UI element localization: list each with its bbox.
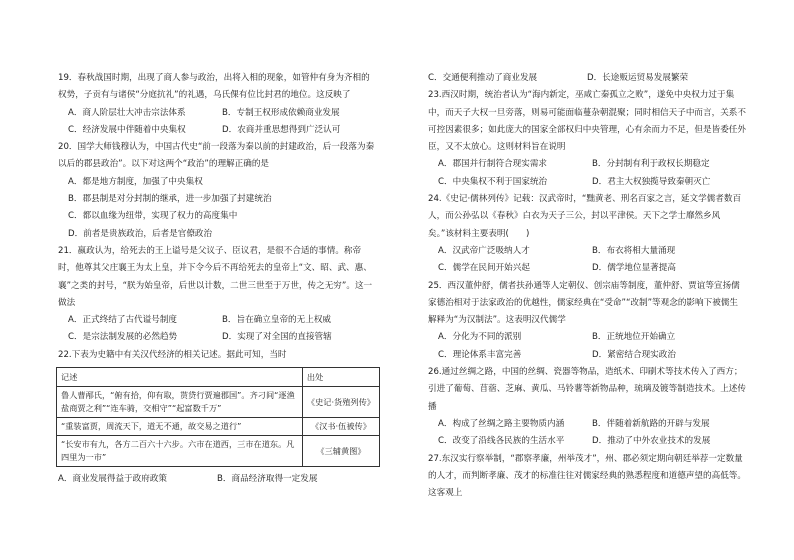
option-c: C．儒学在民间开始兴起: [438, 263, 530, 274]
option-a: A．构成了丝绸之路主要物质内涵: [438, 418, 565, 429]
question-23-options: [428, 156, 746, 191]
option-b: B．旨在确立皇帝的无上权威: [222, 315, 332, 326]
record-line: 鲁人曹邴氏，“俯有拾，仰有取，贳贷行贾遍郡国”。齐刁间“逐渔: [61, 390, 295, 401]
option-b: B．伴随着新航路的开辟与发展: [592, 418, 710, 429]
question-24-stem: 24.《史记·儒林列传》记载：汉武帝时，“黜黄老、刑名百家之言，延文学儒者数百人，而公孙弘以《春秋》白衣为天子三公，封以平津侯。天下之学士靡然乡风矣。”该材料主要表明( ): [428, 194, 742, 239]
table-row: [57, 436, 380, 467]
option-d: D．长途贩运贸易发展繁荣: [587, 73, 689, 83]
right-column: [428, 70, 746, 502]
record-line: “长安市有九，各方二百六十六步。六市在道西，三市在道东。凡: [61, 439, 295, 450]
option-a: A．都是地方制度，加强了中央集权: [68, 176, 203, 187]
option-d: D．实现了对全国的直接管辖: [222, 332, 332, 343]
option-d: D．农商并重思想得到广泛认可: [222, 124, 341, 135]
question-25-options: [428, 329, 746, 364]
question-21-options: [58, 312, 376, 347]
table-cell-source: 《三辅黄图》: [302, 436, 379, 467]
record-line: 盐商贾之利”“连车骑，交相守”“起富数千万”: [61, 403, 222, 414]
source-table: [56, 367, 380, 467]
option-b: B．专制王权形成依赖商业发展: [222, 107, 340, 118]
option-b: B．分封制有利于政权长期稳定: [592, 159, 710, 170]
option-d: D．前者是贵族政治，后者是官僚政治: [68, 228, 213, 239]
option-a: A．分化为不同的派别: [438, 332, 522, 343]
table-cell-record: [57, 436, 303, 467]
option-a: A．商人阶层壮大冲击宗法体系: [68, 107, 186, 118]
option-d: D．君主大权独揽导致秦朝灭亡: [592, 176, 711, 187]
table-cell-source: 《史记·货殖列传》: [302, 387, 379, 418]
option-c: C．是宗法制发展的必然趋势: [68, 332, 178, 343]
question-20-stem: 20．国学大师钱穆认为，中国古代史“前一段落为秦以前的封建政治，后一段落为秦以后的郡县政治”。以下对这两个“政治”的理解正确的是: [58, 142, 375, 170]
option-c: C．改变了沿线各民族的生活水平: [438, 436, 565, 447]
option-d: D．紧密结合现实政治: [592, 349, 676, 360]
question-26-options: [428, 416, 746, 451]
table-cell-record: [57, 387, 303, 418]
option-a: A．汉武帝广泛吸纳人才: [438, 245, 530, 256]
option-c: C．理论体系丰富完善: [438, 349, 522, 360]
option-d: D．儒学地位显著提高: [592, 263, 676, 274]
option-c: C．中央集权不利于国家统治: [438, 176, 548, 187]
table-cell-source: 《汉书·伍被传》: [302, 418, 379, 436]
question-22-stem: 22.下表为史籍中有关汉代经济的相关记述。据此可知，当时: [58, 349, 287, 360]
question-19-options: [58, 105, 376, 140]
option-b: B．正统地位开始确立: [592, 332, 676, 343]
question-21-stem: 21．嬴政认为，给死去的王上谥号是父议子、臣议君，是很不合适的事情。称帝时，他尊其父庄襄王为太上皇，并下令今后不再给死去的皇帝上“文、昭、武、惠、襄”之类的封号，“朕为始皇帝，后世以计数，二世三世至于万世，传之无穷”。这一做法: [58, 245, 373, 308]
option-b: B．布衣将相大量涌现: [592, 245, 676, 256]
option-c: C．都以血缘为纽带，实现了权力的高度集中: [68, 211, 238, 222]
table-header-record: 记述: [57, 368, 303, 387]
option-a: A．商业发展得益于政府政策: [58, 474, 168, 485]
question-22-options: [58, 471, 376, 488]
option-a: A．正式终结了古代谥号制度: [68, 315, 178, 326]
option-c: C．交通便利推动了商业发展: [428, 73, 538, 83]
question-22-options-cont: [428, 70, 746, 87]
option-b: B．商品经济取得一定发展: [217, 474, 318, 485]
question-26-stem: 26.通过丝绸之路，中国的丝绸、瓷器等物品，造纸术、印刷术等技术传入了西方；引进了葡萄、苜蓿、芝麻、黄瓜、马铃薯等新物品种，琉璃及镀等制造技术。上述传播: [428, 367, 746, 412]
question-19-stem: 19．春秋战国时期，出现了商人参与政治，出将入相的现象，如管仲有身为齐相的权势，子贡有与诸侯“分庭抗礼”的礼遇，乌氏倮有位比封君的地位。这反映了: [58, 73, 370, 101]
table-cell-record: “重装富贾，周流天下，道无不通，故交易之道行”: [57, 418, 303, 436]
left-column: [58, 70, 376, 488]
table-row: [57, 387, 380, 418]
option-b: B．郡县制是对分封制的继承，进一步加强了封建统治: [68, 194, 272, 205]
option-d: D．推动了中外农业技术的发展: [592, 436, 711, 447]
option-a: A．郡国并行制符合现实需求: [438, 159, 548, 170]
table-header-source: 出处: [302, 368, 379, 387]
record-line: 四里为一市”: [61, 452, 107, 463]
question-24-options: [428, 243, 746, 278]
question-23-stem: 23.西汉时期，统治者认为“海内新定，巫咸亡秦孤立之败”，遂免中央权力过于集中，而天子大权一旦旁落，则易可能面临蔓杂朝混聚；同时相信天子中而言，关系不可控因素很多；如此庞大的国家全部权归中央管理，心有余而力不足，但是皆委任外臣，又不太放心。这则材料旨在说明: [428, 90, 746, 153]
option-c: C．经济发展中伴随着中央集权: [68, 124, 186, 135]
question-25-stem: 25．西汉董仲舒，儒者扶孙通等人定朝仪、创宗庙等制度，董仲舒、贾谊等宣扬儒家德治相对于法家政治的优越性，儒家经典在“受命”“改制”等观念的影响下被儒生解释为“为汉制法”。这表明汉代儒学: [428, 280, 740, 326]
table-row: [57, 418, 380, 436]
question-27-stem: 27.东汉实行察举制，“郡察孝廉，州举茂才”，州、郡必须定期向朝廷举荐一定数量的人才，而判断孝廉、茂才的标准往往对儒家经典的熟悉程度和道德声望的高低等。这客观上: [428, 453, 746, 499]
